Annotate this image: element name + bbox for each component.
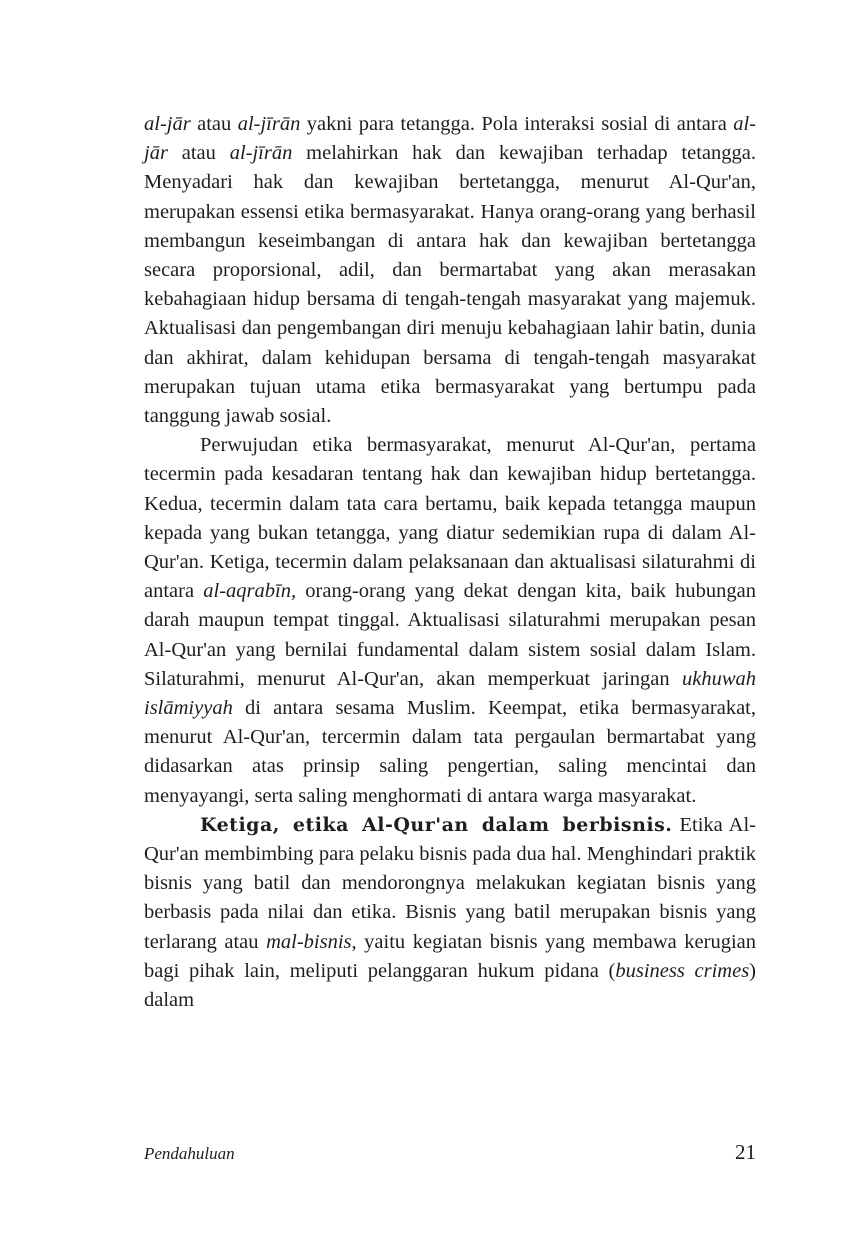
text-run: orang-orang yang dekat dengan kita, baik hubungan darah maupun tempat tinggal. Aktualisasi silaturahmi merupakan pesan Al-Qur'an yang bernilai fundamental dalam sistem sosial dalam Islam. Silaturahmi, menurut Al-Qur'an, akan memperkuat jaringan bbox=[144, 580, 756, 690]
text-run: di antara sesama Muslim. Keempat, etika bermasyarakat, menurut Al-Qur'an, tercermin dalam tata pergaulan bermartabat yang didasarkan atas prinsip saling pengertian, saling mencintai dan menyayangi, serta saling menghormati di antara warga masyarakat. bbox=[144, 697, 756, 807]
text-run: , yaitu kegiatan bisnis yang membawa kerugian bagi pihak lain, meliputi pelanggaran hukum pidana ( bbox=[144, 930, 756, 982]
body-text bbox=[144, 110, 756, 1015]
paragraph-3 bbox=[144, 811, 756, 1015]
italic-term: al-aqrabīn, bbox=[203, 580, 297, 603]
italic-term: ukhuwah islāmiyyah bbox=[144, 667, 756, 720]
text-run: Etika Al-Qur'an membimbing para pelaku bisnis pada dua hal. Menghindari praktik bisnis yang batil dan mendorongnya melakukan kegiatan bisnis yang berbasis pada nilai dan etika. Bisnis yang batil merupakan bisnis yang terlarang atau bbox=[144, 813, 756, 953]
text-run: Perwujudan etika bermasyarakat, menurut Al-Qur'an, pertama tecermin pada kesadaran tentang hak dan kewajiban hidup bertetangga. Kedua, tecermin dalam tata cara bertamu, baik kepada tetangga maupun kepada yang bukan tetangga, yang diatur sedemikian rupa di dalam Al-Qur'an. Ketiga, tecermin dalam pelaksanaan dan aktualisasi silaturahmi di antara bbox=[144, 434, 756, 603]
paragraph-2 bbox=[144, 431, 756, 811]
italic-term: al-jīrān bbox=[237, 113, 301, 135]
text-run: ) dalam bbox=[144, 959, 756, 1012]
page-number: 21 bbox=[735, 1140, 756, 1164]
italic-term: al-jār bbox=[144, 113, 756, 165]
text-run: melahirkan hak dan kewajiban terhadap tetangga. Menyadari hak dan kewajiban bertetangga, menurut Al-Qur'an, merupakan essensi etika bermasyarakat. Hanya orang-orang yang berhasil membangun keseimbangan di antara hak dan kewajiban bertetangga secara proporsional, adil, dan bermartabat yang akan merasakan kebahagiaan hidup bersama di tengah-tengah masyarakat yang majemuk. Aktualisasi dan pengembangan diri menuju kebahagiaan lahir batin, dunia dan akhirat, dalam kehidupan bersama di tengah-tengah masyarakat merupakan tujuan utama etika bermasyarakat yang bertumpu pada tanggung jawab sosial. bbox=[144, 142, 756, 428]
text-run: atau bbox=[167, 142, 230, 165]
italic-term: al-jīrān bbox=[229, 142, 293, 165]
bold-heading: Ketiga, etika Al-Qur'an dalam berbisnis. bbox=[200, 813, 673, 836]
paragraph-1 bbox=[144, 110, 756, 431]
italic-term: mal-bisnis bbox=[266, 930, 352, 953]
page-footer bbox=[144, 1140, 756, 1168]
text-run: yakni para tetangga. Pola interaksi sosial di antara bbox=[300, 113, 734, 135]
italic-term: al-jār bbox=[144, 113, 191, 135]
italic-term: business crimes bbox=[615, 959, 750, 982]
running-title: Pendahuluan bbox=[144, 1144, 235, 1163]
text-run: atau bbox=[190, 113, 238, 135]
